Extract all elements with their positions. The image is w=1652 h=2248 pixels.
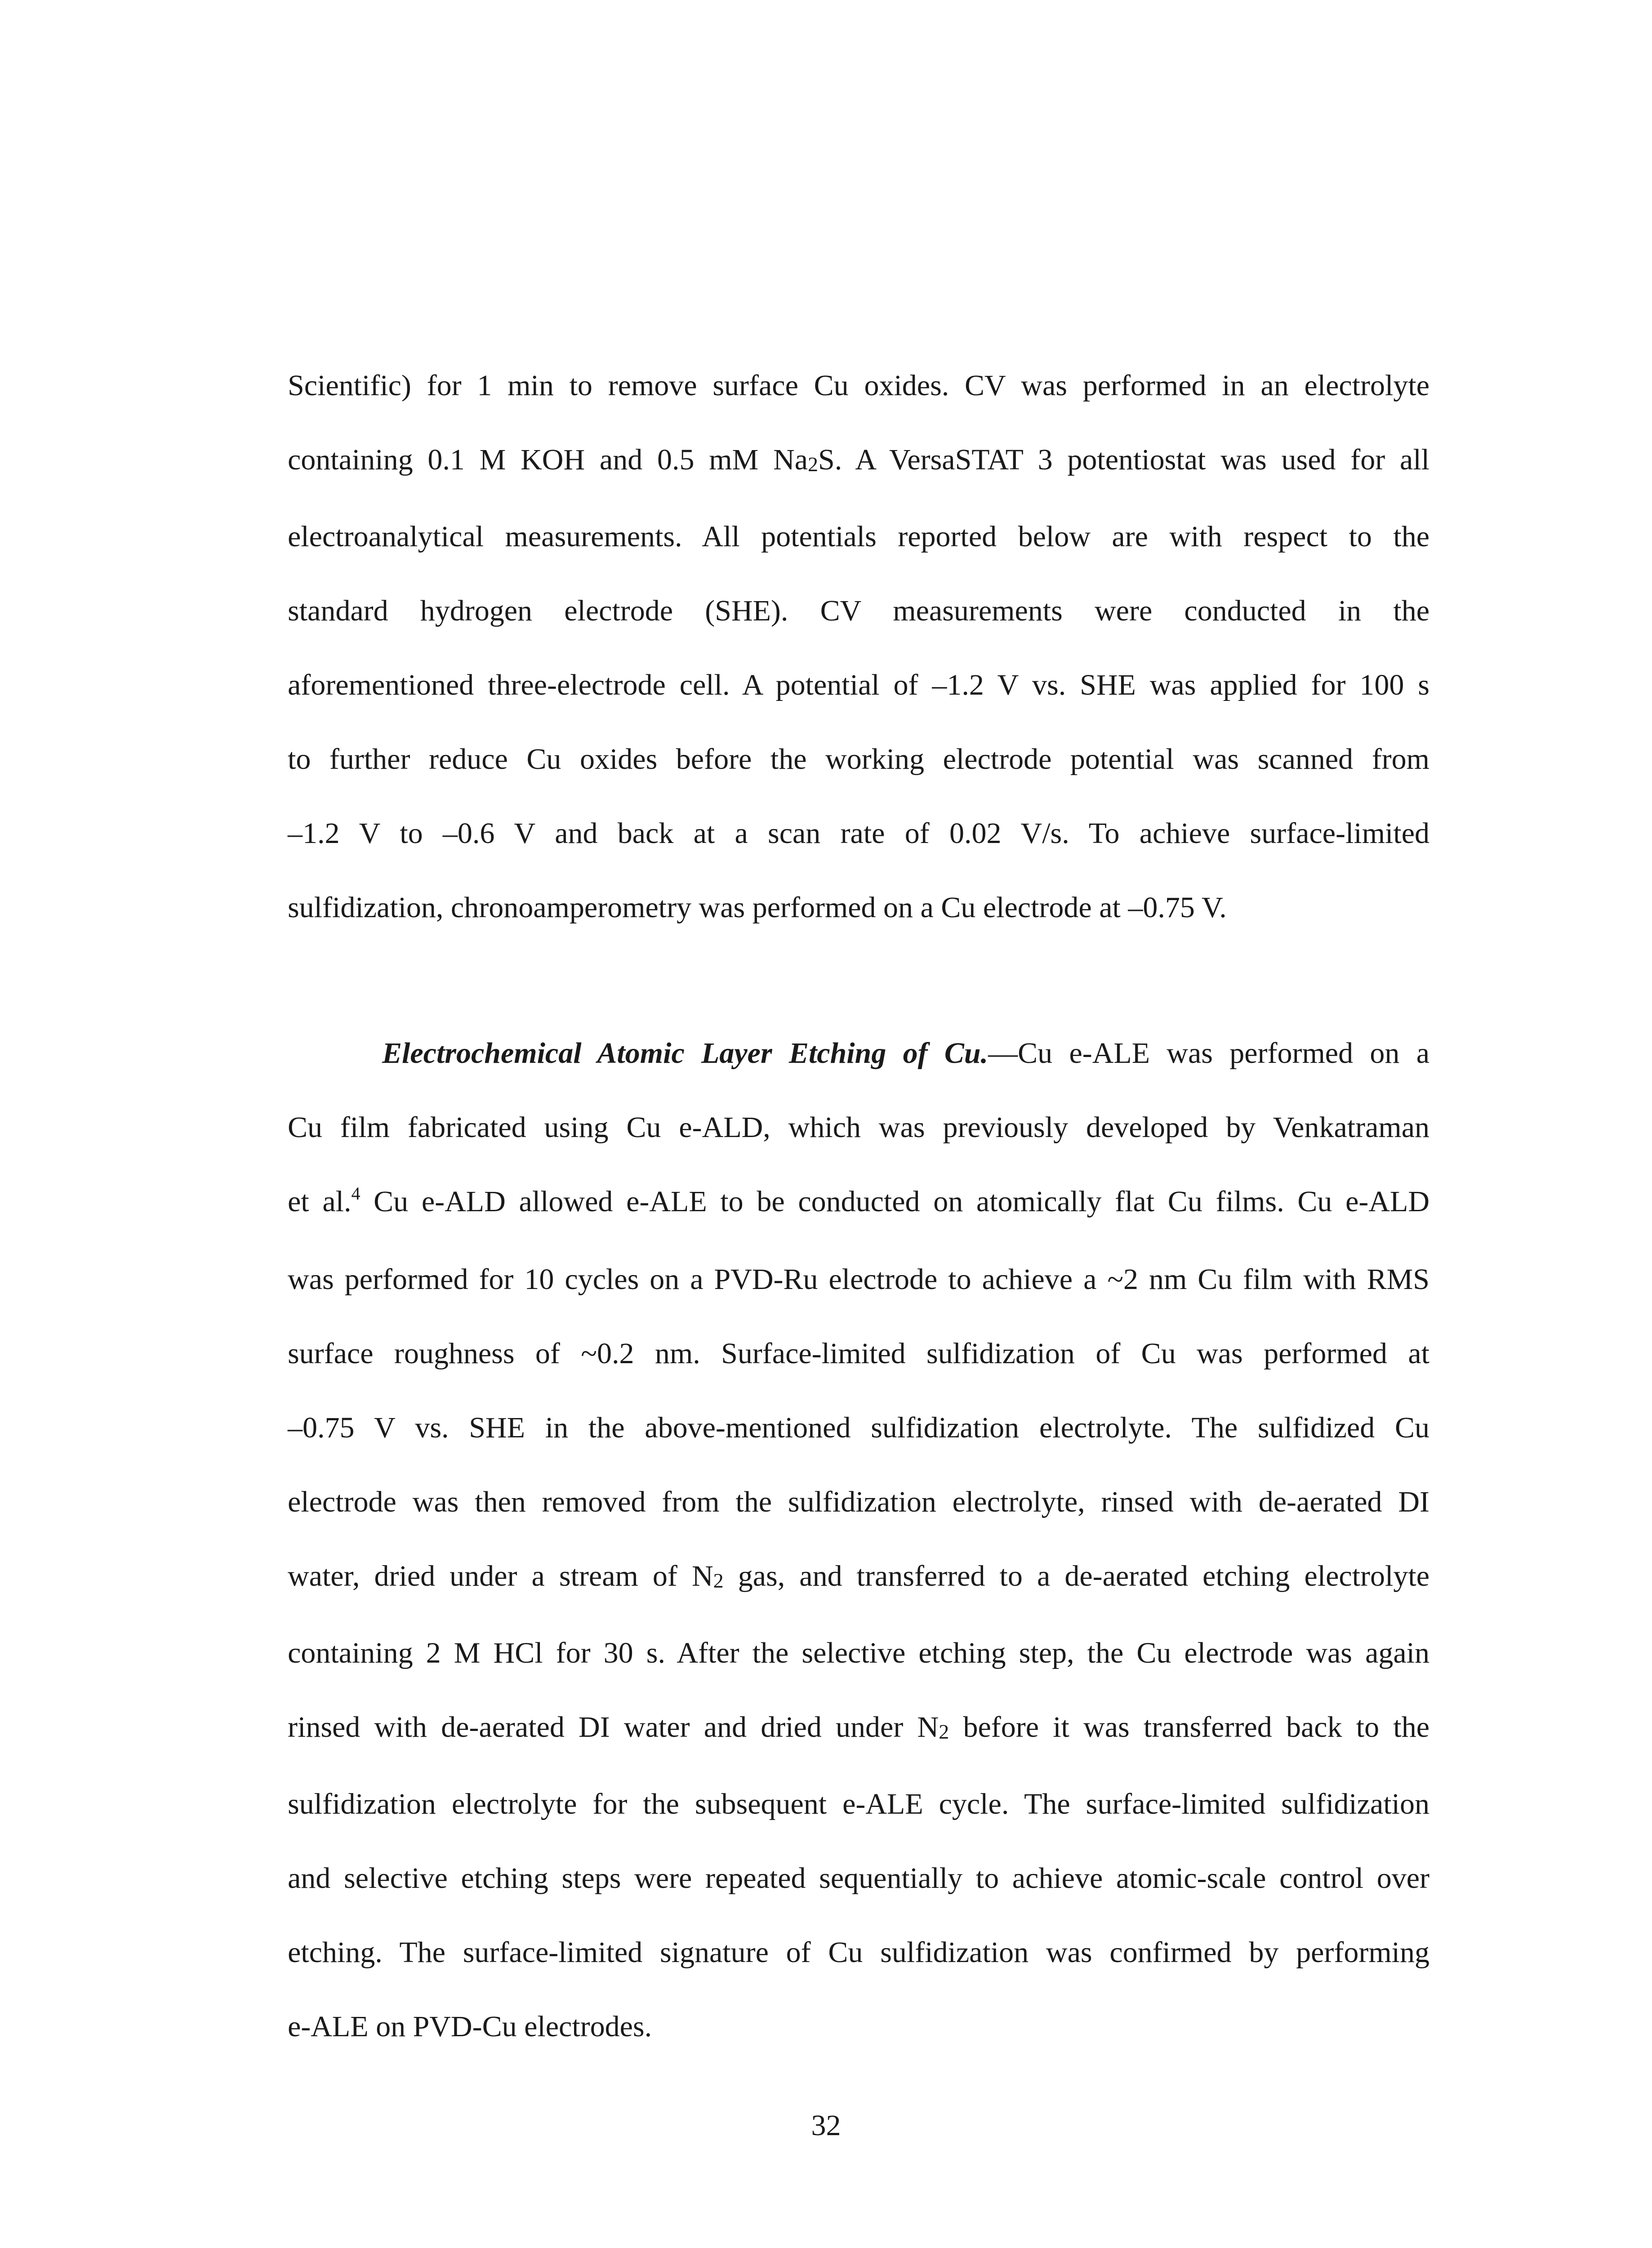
text-line: –0.75 V vs. SHE in the above-mentioned sulfidization electrolyte. The sulfidized Cu [288, 1411, 1429, 1444]
text-line: rinsed with de-aerated DI water and dried under $N_2$ before it was transferred back to the [288, 1711, 1429, 1744]
text-line: surface roughness of ~0.2 nm. Surface-limited sulfidization of Cu was performed at [288, 1337, 1429, 1370]
text-line: sulfidization electrolyte for the subsequent e-ALE cycle. The surface-limited sulfidization [288, 1788, 1429, 1820]
text-line: e-ALE on PVD-Cu electrodes. [288, 2010, 652, 2043]
text-line: containing 0.1 M KOH and 0.5 mM $Na_2S$. A VersaSTAT 3 potentiostat was used for all [288, 443, 1429, 476]
text-line: containing 2 M HCl for 30 s. After the selective etching step, the Cu electrode was again [288, 1637, 1429, 1669]
text-line: sulfidization, chronoamperometry was performed on a Cu electrode at –0.75 V. [288, 891, 1227, 924]
subscript: 2 [939, 1720, 949, 1743]
text-line: was performed for 10 cycles on a PVD-Ru electrode to achieve a ~2 nm Cu film with RMS [288, 1263, 1429, 1296]
text-line: standard hydrogen electrode (SHE). CV measurements were conducted in the [288, 594, 1429, 627]
paragraph-e-ale [288, 1016, 1429, 2064]
text-line: to further reduce Cu oxides before the working electrode potential was scanned from [288, 743, 1429, 776]
text-line: Scientific) for 1 min to remove surface Cu oxides. CV was performed in an electrolyte [288, 369, 1429, 402]
text-line: electrode was then removed from the sulfidization electrolyte, rinsed with de-aerated DI [288, 1485, 1429, 1518]
text-line: Electrochemical Atomic Layer Etching of Cu.—Cu e-ALE was performed on a [382, 1037, 1429, 1070]
text-line: water, dried under a stream of $N_2$ gas, and transferred to a de-aerated etching electrolyte [288, 1560, 1430, 1592]
text-line: electroanalytical measurements. All potentials reported below are with respect to the [288, 520, 1429, 553]
text-line: et al.$^4$ Cu e-ALD allowed e-ALE to be conducted on atomically flat Cu films. Cu e-ALD [288, 1183, 1429, 1218]
section-run-in-heading: Electrochemical Atomic Layer Etching of Cu. [382, 1037, 989, 1070]
text-line: Cu film fabricated using Cu e-ALD, which was previously developed by Venkatraman [288, 1111, 1429, 1144]
reference-superscript: 4 [351, 1183, 361, 1204]
paragraph-cv-methods [288, 348, 1429, 945]
page-number: 32 [811, 2109, 841, 2142]
text-line: aforementioned three-electrode cell. A potential of –1.2 V vs. SHE was applied for 100 s [288, 669, 1429, 701]
text-line: and selective etching steps were repeated sequentially to achieve atomic-scale control over [288, 1862, 1429, 1895]
text-line: –1.2 V to –0.6 V and back at a scan rate of 0.02 V/s. To achieve surface-limited [288, 817, 1429, 850]
subscript: 2 [808, 453, 819, 476]
subscript: 2 [713, 1569, 724, 1592]
text-line: etching. The surface-limited signature of Cu sulfidization was confirmed by performing [288, 1936, 1429, 1969]
